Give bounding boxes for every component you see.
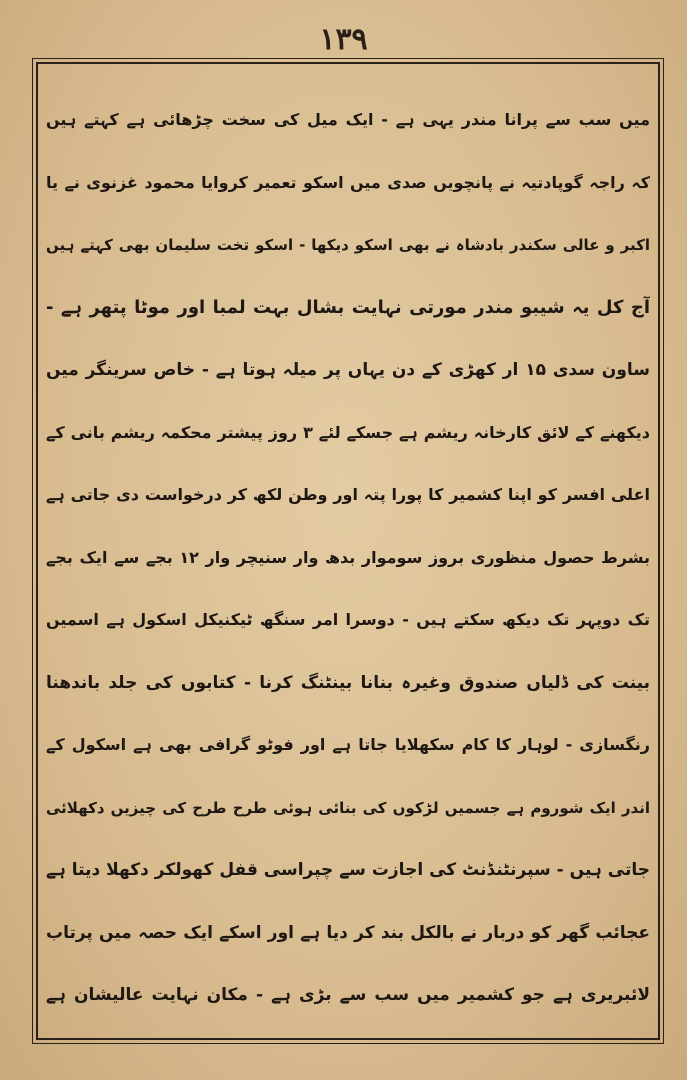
text-line: عجائب گھر کو دربار نے بالکل بند کر دیا ہے اور اسکے ایک حصہ میں پرتاب bbox=[46, 922, 650, 943]
text-line: اکبر و عالی سکندر بادشاہ نے بھی اسکو دیکھا - اسکو تخت سلیمان بھی کہتے ہیں bbox=[46, 236, 650, 254]
text-line: اعلی افسر کو اپنا کشمیر کا پورا پتہ اور وطن لکھ کر درخواست دی جاتی ہے bbox=[46, 485, 650, 504]
text-line: جاتی ہیں - سپرنٹنڈنٹ کی اجازت سے چپراسی قفل کھولکر دکھلا دیتا ہے bbox=[46, 860, 650, 880]
page-number: ۱۳۹ bbox=[319, 22, 368, 57]
text-line: بینت کی ڈلیاں صندوق وغیرہ بنانا بینٹنگ کرنا - کتابوں کی جلد باندھنا bbox=[46, 672, 650, 693]
text-line: ساون سدی ۱۵ ار کھڑی کے دن یہاں پر میلہ ہوتا ہے - خاص سرینگر میں bbox=[46, 360, 650, 380]
text-line: آج کل یہ شیبو مندر مورتی نہایت بشال بہت لمبا اور موٹا پتھر ہے - bbox=[46, 296, 650, 318]
body-text bbox=[46, 92, 650, 1030]
text-line: دیکھنے کے لائق کارخانہ ریشم ہے جسکے لئے ۳ روز پیشتر محکمہ ریشم بانی کے bbox=[46, 422, 650, 442]
text-line: اندر ایک شوروم ہے جسمیں لڑکوں کی بنائی ہوئی طرح طرح کی چیزیں دکھلائی bbox=[46, 798, 650, 817]
text-line: تک دوپہر تک دیکھ سکتے ہیں - دوسرا امر سنگھ ٹیکنیکل اسکول ہے اسمیں bbox=[46, 610, 650, 629]
text-line: بشرط حصول منظوری بروز سوموار بدھ وار سنیچر وار ۱۲ بجے سے ایک بجے bbox=[46, 547, 650, 567]
text-line: لائبریری ہے جو کشمیر میں سب سے بڑی ہے - مکان نہایت عالیشان ہے bbox=[46, 985, 650, 1005]
text-line: رنگسازی - لوہار کا کام سکھلایا جاتا ہے اور فوٹو گرافی بھی ہے اسکول کے bbox=[46, 735, 650, 754]
text-line: میں سب سے پرانا مندر یہی ہے - ایک میل کی سخت چڑھائی ہے کہتے ہیں bbox=[46, 110, 650, 129]
text-line: کہ راجہ گوپادتیہ نے پانچویں صدی میں اسکو تعمیر کروایا محمود غزنوی نے یا bbox=[46, 172, 650, 192]
